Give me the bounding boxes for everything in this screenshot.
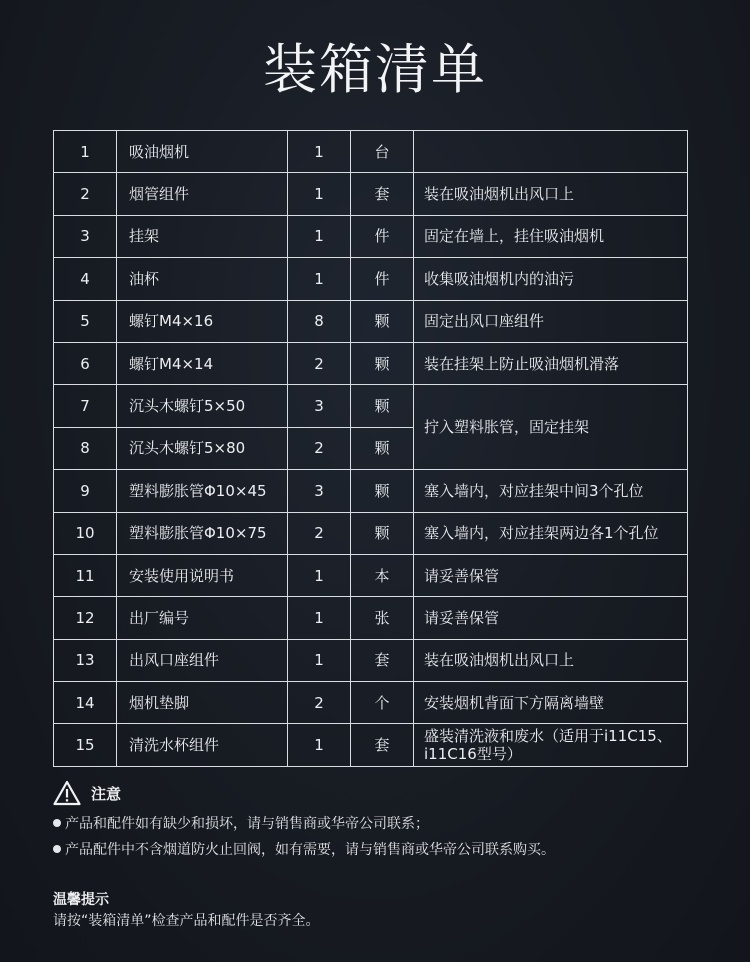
- item-note: 安装烟机背面下方隔离墙壁: [414, 682, 688, 724]
- row-number: 4: [54, 258, 117, 300]
- tips-section: [53, 890, 693, 932]
- tips-text: 请按“装箱清单”检查产品和配件是否齐全。: [53, 913, 320, 929]
- item-name: 出厂编号: [117, 597, 288, 639]
- row-number: 11: [54, 554, 117, 596]
- row-number: 1: [54, 131, 117, 173]
- item-quantity: 1: [288, 724, 351, 766]
- row-number: 5: [54, 300, 117, 342]
- warning-triangle-icon: [53, 780, 81, 806]
- item-unit: 套: [351, 724, 414, 766]
- item-unit: 套: [351, 173, 414, 215]
- row-number: 14: [54, 682, 117, 724]
- table-row: [54, 512, 688, 554]
- table-row: [54, 131, 688, 173]
- item-unit: 本: [351, 554, 414, 596]
- item-note: 固定出风口座组件: [414, 300, 688, 342]
- packing-list-table: [53, 130, 688, 767]
- item-quantity: 3: [288, 385, 351, 427]
- item-quantity: 2: [288, 512, 351, 554]
- item-name: 烟机垫脚: [117, 682, 288, 724]
- item-note: 请妥善保管: [414, 597, 688, 639]
- row-number: 3: [54, 215, 117, 257]
- row-number: 12: [54, 597, 117, 639]
- item-unit: 颗: [351, 470, 414, 512]
- item-name: 螺钉M4×14: [117, 342, 288, 384]
- item-quantity: 1: [288, 131, 351, 173]
- item-note: 固定在墙上，挂住吸油烟机: [414, 215, 688, 257]
- item-note-merged: 拧入塑料胀管，固定挂架: [414, 385, 688, 470]
- item-unit: 台: [351, 131, 414, 173]
- item-quantity: 3: [288, 470, 351, 512]
- item-unit: 张: [351, 597, 414, 639]
- page-title: 装箱清单: [263, 38, 487, 101]
- notice-section: [53, 778, 693, 860]
- table-row: [54, 173, 688, 215]
- item-note: 收集吸油烟机内的油污: [414, 258, 688, 300]
- row-number: 10: [54, 512, 117, 554]
- table-row: [54, 385, 688, 427]
- table-row: [54, 639, 688, 681]
- table-row: [54, 258, 688, 300]
- row-number: 15: [54, 724, 117, 766]
- item-note: 塞入墙内，对应挂架两边各1个孔位: [414, 512, 688, 554]
- notice-title: 注意: [91, 784, 122, 803]
- notice-text: 产品配件中不含烟道防火止回阀，如有需要，请与销售商或华帝公司联系购买。: [65, 842, 555, 858]
- item-name: 吸油烟机: [117, 131, 288, 173]
- item-name: 清洗水杯组件: [117, 724, 288, 766]
- item-name: 沉头木螺钉5×50: [117, 385, 288, 427]
- item-note: 请妥善保管: [414, 554, 688, 596]
- table-row: [54, 554, 688, 596]
- table-row: [54, 597, 688, 639]
- table-row: [54, 215, 688, 257]
- item-unit: 颗: [351, 300, 414, 342]
- table-row: [54, 342, 688, 384]
- item-quantity: 1: [288, 597, 351, 639]
- item-quantity: 1: [288, 554, 351, 596]
- row-number: 13: [54, 639, 117, 681]
- bullet-icon: [53, 819, 61, 827]
- item-unit: 件: [351, 258, 414, 300]
- item-name: 沉头木螺钉5×80: [117, 427, 288, 469]
- item-note: [414, 131, 688, 173]
- item-quantity: 1: [288, 639, 351, 681]
- item-note: 装在吸油烟机出风口上: [414, 173, 688, 215]
- item-note: 装在吸油烟机出风口上: [414, 639, 688, 681]
- item-unit: 颗: [351, 427, 414, 469]
- item-name: 出风口座组件: [117, 639, 288, 681]
- notice-header: [53, 778, 693, 808]
- item-unit: 颗: [351, 512, 414, 554]
- row-number: 6: [54, 342, 117, 384]
- item-unit: 颗: [351, 342, 414, 384]
- item-quantity: 2: [288, 427, 351, 469]
- row-number: 8: [54, 427, 117, 469]
- item-quantity: 1: [288, 258, 351, 300]
- item-unit: 个: [351, 682, 414, 724]
- row-number: 7: [54, 385, 117, 427]
- item-name: 螺钉M4×16: [117, 300, 288, 342]
- table-row: [54, 300, 688, 342]
- item-quantity: 2: [288, 342, 351, 384]
- tips-title: 温馨提示: [53, 892, 109, 908]
- item-quantity: 1: [288, 173, 351, 215]
- item-unit: 套: [351, 639, 414, 681]
- table-row: [54, 470, 688, 512]
- item-note: 装在挂架上防止吸油烟机滑落: [414, 342, 688, 384]
- item-name: 油杯: [117, 258, 288, 300]
- item-name: 烟管组件: [117, 173, 288, 215]
- table-row: [54, 682, 688, 724]
- item-quantity: 2: [288, 682, 351, 724]
- item-quantity: 1: [288, 215, 351, 257]
- item-name: 安装使用说明书: [117, 554, 288, 596]
- item-unit: 件: [351, 215, 414, 257]
- notice-text: 产品和配件如有缺少和损坏，请与销售商或华帝公司联系；: [65, 816, 429, 832]
- item-note: 盛装清洗液和废水（适用于i11C15、i11C16型号）: [414, 724, 688, 766]
- row-number: 9: [54, 470, 117, 512]
- item-quantity: 8: [288, 300, 351, 342]
- bullet-icon: [53, 845, 61, 853]
- item-name: 挂架: [117, 215, 288, 257]
- notice-item: [53, 814, 693, 834]
- notice-item: [53, 840, 693, 860]
- item-name: 塑料膨胀管Φ10×45: [117, 470, 288, 512]
- row-number: 2: [54, 173, 117, 215]
- table-row: [54, 724, 688, 766]
- item-name: 塑料膨胀管Φ10×75: [117, 512, 288, 554]
- item-note: 塞入墙内，对应挂架中间3个孔位: [414, 470, 688, 512]
- item-unit: 颗: [351, 385, 414, 427]
